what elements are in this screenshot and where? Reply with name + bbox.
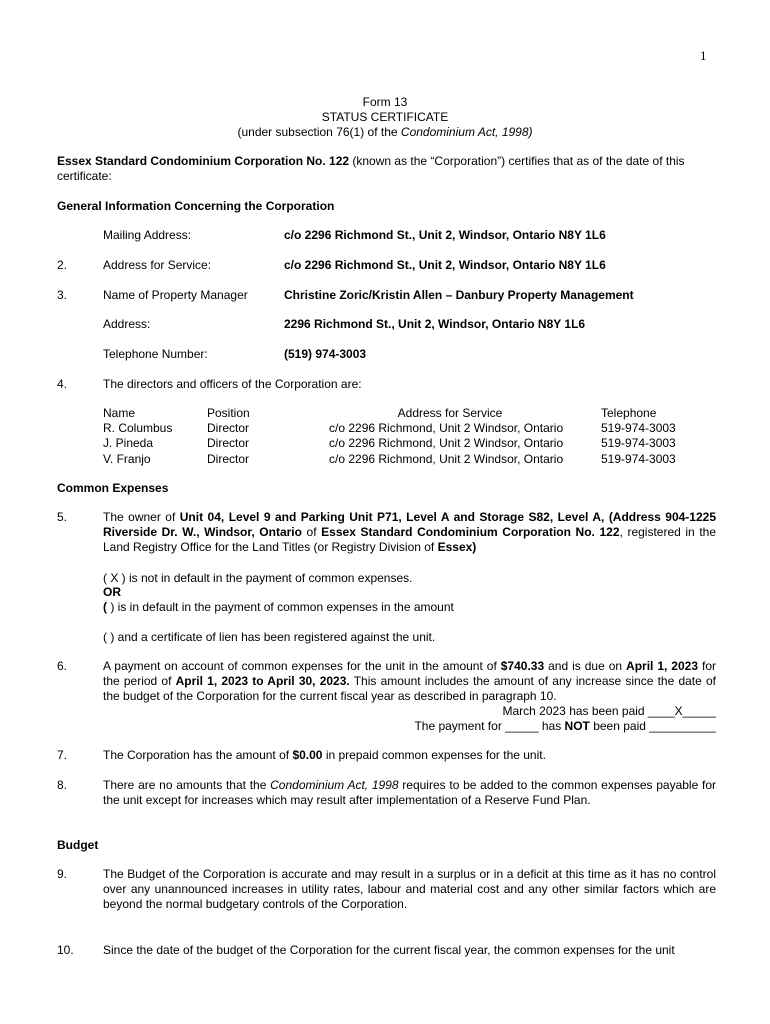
p6-text-a: A payment on account of common expenses for the unit in the amount of xyxy=(103,659,501,673)
item-number-7: 7. xyxy=(57,748,68,762)
document-subtitle xyxy=(0,125,770,140)
p8-text-a: There are no amounts that the xyxy=(103,778,271,792)
subtitle-text: (under subsection 76(1) of the xyxy=(237,125,401,139)
service-value: c/o 2296 Richmond St., Unit 2, Windsor, Ontario N8Y 1L6 xyxy=(284,258,606,272)
not-paid-line xyxy=(103,719,716,734)
paragraph-8 xyxy=(103,778,716,808)
p6-text-c: and is due on xyxy=(544,659,627,673)
p6-amount: $740.33 xyxy=(500,659,545,673)
address-label: Address: xyxy=(103,317,151,331)
intro-paragraph xyxy=(57,154,717,184)
director-address: c/o 2296 Richmond, Unit 2 Windsor, Ontario xyxy=(329,421,564,435)
property-manager-label: Name of Property Manager xyxy=(103,288,248,302)
subtitle-act: Condominium Act, 1998) xyxy=(400,125,533,139)
col-header-name: Name xyxy=(103,406,136,420)
not-paid-text-c: been paid __________ xyxy=(589,719,716,733)
in-default-checkbox: ( xyxy=(103,600,111,614)
paid-line: March 2023 has been paid ____X_____ xyxy=(502,704,716,718)
item-number-6: 6. xyxy=(57,659,68,673)
paragraph-6 xyxy=(103,659,716,704)
paragraph-10: Since the date of the budget of the Corporation for the current fiscal year, the common expenses for the unit xyxy=(103,943,675,957)
p6-text-g: This amount includes the amount of any increase since the date of the budget of the Corporation for the current fiscal year as described in paragraph 10. xyxy=(103,674,716,703)
p6-text-e: for the period of xyxy=(103,659,716,688)
general-heading: General Information Concerning the Corporation xyxy=(57,199,335,213)
item-number-2: 2. xyxy=(57,258,68,272)
col-header-position: Position xyxy=(207,406,250,420)
director-address: c/o 2296 Richmond, Unit 2 Windsor, Ontario xyxy=(329,452,564,466)
director-telephone: 519-974-3003 xyxy=(601,421,676,435)
p8-act: Condominium Act, 1998 xyxy=(270,778,399,792)
director-telephone: 519-974-3003 xyxy=(601,436,676,450)
mailing-value: c/o 2296 Richmond St., Unit 2, Windsor, Ontario N8Y 1L6 xyxy=(284,228,606,242)
common-expenses-heading: Common Expenses xyxy=(57,481,169,495)
director-position: Director xyxy=(207,421,250,435)
p6-period: April 1, 2023 to April 30, 2023. xyxy=(175,674,350,688)
item-number-3: 3. xyxy=(57,288,68,302)
item-number-5: 5. xyxy=(57,510,68,524)
in-default-line xyxy=(103,600,454,615)
p6-due-date: April 1, 2023 xyxy=(626,659,699,673)
or-label: OR xyxy=(103,585,121,599)
item-number-8: 8. xyxy=(57,778,68,792)
not-paid-emphasis: NOT xyxy=(564,719,590,733)
paragraph-5 xyxy=(103,510,716,555)
not-in-default-line: ( X ) is not in default in the payment of common expenses. xyxy=(103,571,413,585)
mailing-label: Mailing Address: xyxy=(103,228,192,242)
p5-text-e: , registered in the Land Registry Office for the Land Titles (or Registry Division of xyxy=(103,525,717,554)
page-number: 1 xyxy=(700,48,707,63)
not-paid-text-a: The payment for _____ has xyxy=(414,719,565,733)
telephone-value: (519) 974-3003 xyxy=(284,347,367,361)
p7-amount: $0.00 xyxy=(292,748,323,762)
p5-unit: Unit 04, Level 9 and Parking Unit P71, Level A and Storage S82, Level A, (Address 904-1225 Riverside Dr. W., Windsor, Ontario xyxy=(103,510,717,539)
intro-text: (known as the “Corporation”) certifies that as of the date of this certificate: xyxy=(57,154,685,183)
col-header-telephone: Telephone xyxy=(601,406,657,420)
paragraph-7 xyxy=(103,748,716,763)
lien-line: ( ) and a certificate of lien has been registered against the unit. xyxy=(103,630,436,644)
director-address: c/o 2296 Richmond, Unit 2 Windsor, Ontario xyxy=(329,436,564,450)
item-number-9: 9. xyxy=(57,867,68,881)
directors-intro: The directors and officers of the Corporation are: xyxy=(103,377,362,391)
property-manager-value: Christine Zoric/Kristin Allen – Danbury Property Management xyxy=(284,288,634,302)
service-label: Address for Service: xyxy=(103,258,212,272)
p7-text-c: in prepaid common expenses for the unit. xyxy=(322,748,546,762)
item-number-4: 4. xyxy=(57,377,68,391)
address-value: 2296 Richmond St., Unit 2, Windsor, Ontario N8Y 1L6 xyxy=(284,317,586,331)
p5-division: Essex) xyxy=(437,540,477,554)
col-header-address: Address for Service xyxy=(397,406,503,420)
director-position: Director xyxy=(207,436,250,450)
p5-corporation: Essex Standard Condominium Corporation No. 122 xyxy=(321,525,620,539)
document-title: STATUS CERTIFICATE xyxy=(321,110,449,124)
telephone-label: Telephone Number: xyxy=(103,347,208,361)
director-position: Director xyxy=(207,452,250,466)
director-name: V. Franjo xyxy=(103,452,151,466)
p5-text-c: of xyxy=(301,525,322,539)
director-name: R. Columbus xyxy=(103,421,173,435)
p5-text-a: The owner of xyxy=(103,510,180,524)
in-default-text: ) is in default in the payment of common expenses in the amount xyxy=(110,600,454,614)
p8-text-c: requires to be added to the common expenses payable for the unit except for increases which may result after implementation of a Reserve Fund Plan. xyxy=(103,778,717,807)
form-number: Form 13 xyxy=(362,95,408,109)
budget-heading: Budget xyxy=(57,838,99,852)
corporation-name: Essex Standard Condominium Corporation No. 122 xyxy=(57,154,350,168)
director-name: J. Pineda xyxy=(103,436,154,450)
paragraph-9: The Budget of the Corporation is accurate and may result in a surplus or in a deficit at this time as it has no control over any unannounced increases in utility rates, labour and material cost and any other similar factors which are beyond the normal budgetary controls of the Corporation. xyxy=(103,867,716,911)
p7-text-a: The Corporation has the amount of xyxy=(103,748,293,762)
item-number-10: 10. xyxy=(57,943,74,957)
director-telephone: 519-974-3003 xyxy=(601,452,676,466)
